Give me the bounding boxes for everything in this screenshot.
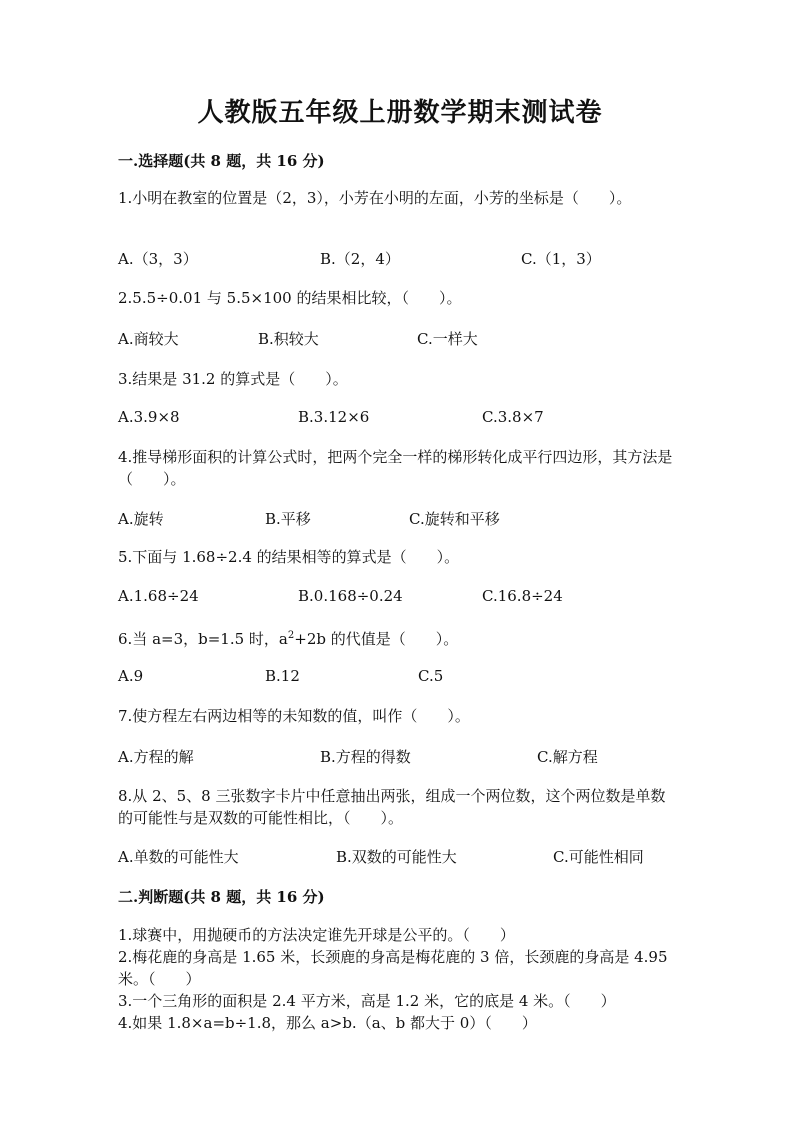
question-2: 2.5.5÷0.01 与 5.5×100 的结果相比较，（ ）。 bbox=[118, 289, 462, 307]
option-8b: B.双数的可能性大 bbox=[336, 848, 457, 866]
option-4c: C.旋转和平移 bbox=[409, 510, 500, 528]
option-3a: A.3.9×8 bbox=[118, 408, 180, 426]
section-heading-judge: 二.判断题(共 8 题，共 16 分) bbox=[118, 888, 325, 906]
option-3b: B.3.12×6 bbox=[298, 408, 370, 426]
judge-item-2: 2.梅花鹿的身高是 1.65 米，长颈鹿的身高是梅花鹿的 3 倍，长颈鹿的身高是 4.95 米。（ ） bbox=[118, 948, 668, 988]
question-5: 5.下面与 1.68÷2.4 的结果相等的算式是（ ）。 bbox=[118, 548, 460, 566]
option-5c: C.16.8÷24 bbox=[482, 587, 563, 605]
option-3c: C.3.8×7 bbox=[482, 408, 544, 426]
option-7c: C.解方程 bbox=[537, 748, 598, 766]
judge-item-3: 3.一个三角形的面积是 2.4 平方米，高是 1.2 米，它的底是 4 米。（ ） bbox=[118, 992, 616, 1010]
question-6 bbox=[118, 625, 678, 650]
option-6a: A.9 bbox=[118, 667, 144, 685]
question-3: 3.结果是 31.2 的算式是（ ）。 bbox=[118, 370, 348, 388]
option-4b: B.平移 bbox=[265, 510, 311, 528]
option-1a: A.（3，3） bbox=[118, 250, 198, 268]
option-1c: C.（1，3） bbox=[521, 250, 601, 268]
option-1b: B.（2，4） bbox=[320, 250, 400, 268]
option-8c: C.可能性相同 bbox=[553, 848, 644, 866]
question-4: 4.推导梯形面积的计算公式时，把两个完全一样的梯形转化成平行四边形，其方法是（ ）。 bbox=[118, 448, 673, 488]
option-6c: C.5 bbox=[418, 667, 444, 685]
option-5a: A.1.68÷24 bbox=[118, 587, 199, 605]
option-7a: A.方程的解 bbox=[118, 748, 194, 766]
option-2a: A.商较大 bbox=[118, 330, 179, 348]
option-5b: B.0.168÷0.24 bbox=[298, 587, 403, 605]
question-6-exponent: 2 bbox=[287, 630, 295, 641]
question-7: 7.使方程左右两边相等的未知数的值，叫作（ ）。 bbox=[118, 707, 470, 725]
question-1: 1.小明在教室的位置是（2，3），小芳在小明的左面，小芳的坐标是（ ）。 bbox=[118, 189, 632, 207]
judge-item-4: 4.如果 1.8×a=b÷1.8，那么 a>b.（a、b 都大于 0）（ ） bbox=[118, 1014, 537, 1032]
option-2c: C.一样大 bbox=[417, 330, 478, 348]
question-8: 8.从 2、5、8 三张数字卡片中任意抽出两张，组成一个两位数，这个两位数是单数的可能性与是双数的可能性相比，（ ）。 bbox=[118, 787, 666, 827]
question-6-prefix: 6.当 a=3，b=1.5 时，a bbox=[118, 630, 288, 648]
section-heading-choice: 一.选择题(共 8 题，共 16 分) bbox=[118, 152, 325, 170]
option-2b: B.积较大 bbox=[258, 330, 319, 348]
option-8a: A.单数的可能性大 bbox=[118, 848, 239, 866]
question-6-suffix: +2b 的代值是（ ）。 bbox=[294, 630, 459, 648]
judge-item-1: 1.球赛中，用抛硬币的方法决定谁先开球是公平的。（ ） bbox=[118, 926, 515, 944]
option-6b: B.12 bbox=[265, 667, 300, 685]
exam-title: 人教版五年级上册数学期末测试卷 bbox=[197, 98, 603, 128]
option-4a: A.旋转 bbox=[118, 510, 164, 528]
option-7b: B.方程的得数 bbox=[320, 748, 411, 766]
